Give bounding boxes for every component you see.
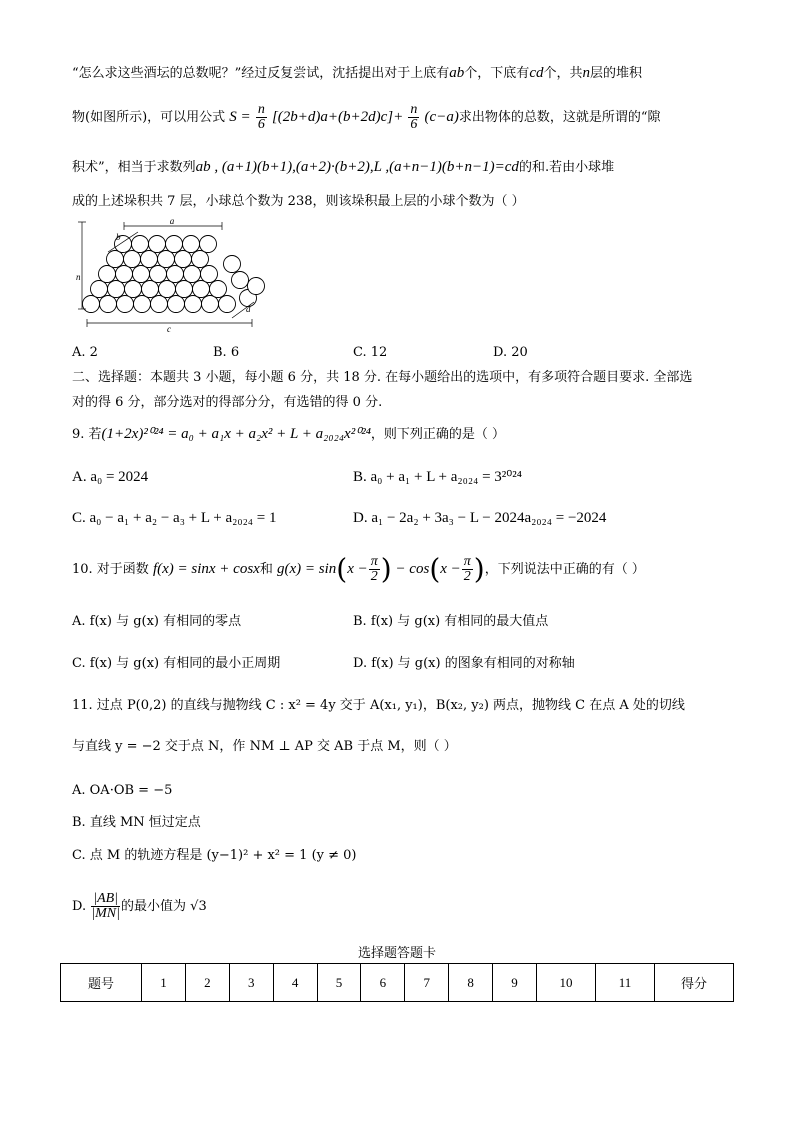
ball <box>202 296 219 313</box>
ball <box>107 251 124 268</box>
q10-option-c[interactable]: C. f(x) 与 g(x) 有相同的最小正周期 <box>72 656 281 671</box>
number-cell-10: 10 <box>537 964 596 1002</box>
ball <box>184 266 201 283</box>
q10-option-d[interactable]: D. f(x) 与 g(x) 的图象有相同的对称轴 <box>353 656 575 671</box>
ball <box>166 236 183 253</box>
ball <box>141 251 158 268</box>
ball <box>158 251 175 268</box>
number-cell-11: 11 <box>596 964 655 1002</box>
ball <box>219 296 236 313</box>
q10-mid: 和 <box>259 562 273 577</box>
q9-suffix: ，则下列正确的是（ ） <box>370 427 506 442</box>
label-a: a <box>169 216 175 226</box>
q9-option-b[interactable]: B. a₀ + a₁ + L + a₂₀₂₄ = 3²⁰²⁴ <box>353 469 523 485</box>
ball <box>108 281 125 298</box>
ball <box>201 266 218 283</box>
section2-line-1: 二、选择题：本题共 3 小题，每小题 6 分，共 18 分. 在每小题给出的选项中，有多项符合题目要求. 全部选 <box>72 370 693 385</box>
math-n: n <box>582 65 590 81</box>
text: 求出物体的总数，这就是所谓的“隙 <box>458 110 661 125</box>
q9-stem <box>72 425 505 444</box>
q9-option-d[interactable]: D. a₁ − 2a₂ + 3a₃ − L − 2024a₂₀₂₄ = −2024 <box>353 510 607 526</box>
ball <box>176 281 193 298</box>
sequence-expression: ab , (a+1)(b+1),(a+2)·(b+2),L ,(a+n−1)(b+n−1)=cd <box>195 159 519 175</box>
paren-close: ) <box>380 552 392 586</box>
ball <box>150 266 167 283</box>
text: 个，共 <box>543 66 583 81</box>
answer-card-table <box>60 963 734 1002</box>
score-cell: 得分 <box>655 964 734 1002</box>
ball <box>149 236 166 253</box>
paragraph-line-1 <box>72 64 642 83</box>
q9-option-a[interactable]: A. a₀ = 2024 <box>72 469 149 485</box>
paren-open: ( <box>429 552 441 586</box>
q10-option-a[interactable]: A. f(x) 与 g(x) 有相同的零点 <box>72 614 242 629</box>
text: 积术”，相当于求数列 <box>72 160 196 175</box>
q10-suffix: ，下列说法中正确的有（ ） <box>484 562 645 577</box>
formula-tail: (c−a) <box>424 109 459 125</box>
frac-den: 6 <box>410 117 418 132</box>
ball <box>124 251 141 268</box>
number-cell-6: 6 <box>361 964 405 1002</box>
q11-stem-line-2: 与直线 y = −2 交于点 N，作 NM ⊥ AP 交 AB 于点 M，则（ ） <box>72 739 457 754</box>
frac-den: 2 <box>370 569 378 584</box>
ball <box>116 266 133 283</box>
ball <box>132 236 149 253</box>
q8-option-a[interactable]: A. 2 <box>72 345 98 360</box>
frac-den: 6 <box>257 117 265 132</box>
section2-line-2: 对的得 6 分，部分选对的得部分分，有选错的得 0 分. <box>72 395 383 410</box>
q8-option-c[interactable]: C. 12 <box>353 345 388 360</box>
formula-bracket: [(2b+d)a+(b+2d)c]+ <box>271 109 404 125</box>
ball <box>159 281 176 298</box>
q9-expression: (1+2x)²⁰²⁴ = a₀ + a₁x + a₂x² + L + a₂₀₂₄x²⁰²⁴ <box>101 426 371 442</box>
option-text: 的最小值为 √3 <box>121 899 207 914</box>
ball <box>232 272 249 289</box>
number-cell-2: 2 <box>185 964 229 1002</box>
g-arg-1: x − <box>347 561 368 577</box>
ball <box>248 278 265 295</box>
frac-den: |MN| <box>91 906 120 921</box>
header-cell: 题号 <box>61 964 142 1002</box>
fraction-n-over-6-b <box>408 103 419 132</box>
ball <box>167 266 184 283</box>
text: 物(如图所示)，可以用公式 <box>72 110 226 125</box>
ball <box>133 266 150 283</box>
q11-option-a[interactable]: A. OA·OB = −5 <box>72 783 173 798</box>
math-ab: ab <box>449 65 465 81</box>
text: 个，下底有 <box>464 66 530 81</box>
ball <box>134 296 151 313</box>
ab-over-mn <box>91 892 120 921</box>
label-b: b <box>116 232 121 242</box>
q9-option-c[interactable]: C. a₀ − a₁ + a₂ − a₃ + L + a₂₀₂₄ = 1 <box>72 510 277 526</box>
frac-num: π <box>370 554 378 569</box>
ball <box>83 296 100 313</box>
formula-s: S = <box>229 109 251 125</box>
ball <box>185 296 202 313</box>
ball <box>175 251 192 268</box>
q8-option-d[interactable]: D. 20 <box>493 345 528 360</box>
f-expression: f(x) = sinx + cosx <box>152 561 260 577</box>
ball <box>210 281 227 298</box>
paren-open: ( <box>336 552 348 586</box>
ball <box>168 296 185 313</box>
paragraph-line-4: 成的上述垛积共 7 层，小球总个数为 238，则该垛积最上层的小球个数为（ ） <box>72 194 525 209</box>
text: 层的堆积 <box>590 66 643 81</box>
number-cell-1: 1 <box>142 964 186 1002</box>
ball <box>192 251 209 268</box>
option-label: D. <box>72 899 87 914</box>
ball <box>183 236 200 253</box>
ball <box>200 236 217 253</box>
number-cell-3: 3 <box>229 964 273 1002</box>
label-c: c <box>167 324 171 334</box>
frac-num: π <box>463 554 471 569</box>
paragraph-line-2 <box>72 100 660 135</box>
number-cell-4: 4 <box>273 964 317 1002</box>
answer-card-title: 选择题答题卡 <box>357 946 436 961</box>
q11-option-c[interactable]: C. 点 M 的轨迹方程是 (y−1)² + x² = 1 (y ≠ 0) <box>72 848 357 863</box>
number-cell-7: 7 <box>405 964 449 1002</box>
text: “怎么求这些酒坛的总数呢？”经过反复尝试，沈括提出对于上底有 <box>72 66 450 81</box>
fraction-n-over-6 <box>256 103 267 132</box>
number-cell-9: 9 <box>493 964 537 1002</box>
label-d: d <box>246 304 251 314</box>
paragraph-line-3 <box>72 158 614 177</box>
q11-option-d[interactable] <box>72 890 207 924</box>
ball <box>142 281 159 298</box>
frac-num: n <box>410 102 418 117</box>
ball <box>91 281 108 298</box>
math-cd: cd <box>529 65 544 81</box>
q11-option-b[interactable]: B. 直线 MN 恒过定点 <box>72 815 201 830</box>
q10-stem <box>72 552 645 587</box>
pi-over-2 <box>369 555 380 584</box>
ball <box>125 281 142 298</box>
ball <box>151 296 168 313</box>
g-arg-2: x − <box>440 561 461 577</box>
pi-over-2-b <box>462 555 473 584</box>
q8-option-b[interactable]: B. 6 <box>213 345 240 360</box>
g-expression-cos: − cos <box>391 561 430 577</box>
number-cell-5: 5 <box>317 964 361 1002</box>
ball <box>99 266 116 283</box>
stacked-balls-figure <box>72 214 272 339</box>
ball <box>117 296 134 313</box>
q10-option-b[interactable]: B. f(x) 与 g(x) 有相同的最大值点 <box>353 614 549 629</box>
ball <box>193 281 210 298</box>
label-n: n <box>76 272 81 282</box>
number-cell-8: 8 <box>449 964 493 1002</box>
text: 的和.若由小球堆 <box>518 160 615 175</box>
ball <box>224 256 241 273</box>
paren-close: ) <box>473 552 485 586</box>
q9-prefix: 9. 若 <box>72 427 102 442</box>
frac-num: n <box>257 102 265 117</box>
g-expression-sin: g(x) = sin <box>276 561 337 577</box>
q11-stem-line-1: 11. 过点 P(0,2) 的直线与抛物线 C : x² = 4y 交于 A(x₁, y₁)，B(x₂, y₂) 两点，抛物线 C 在点 A 处的切线 <box>72 698 685 713</box>
ball <box>100 296 117 313</box>
frac-num: |AB| <box>93 891 119 906</box>
q10-prefix: 10. 对于函数 <box>72 562 149 577</box>
frac-den: 2 <box>463 569 471 584</box>
